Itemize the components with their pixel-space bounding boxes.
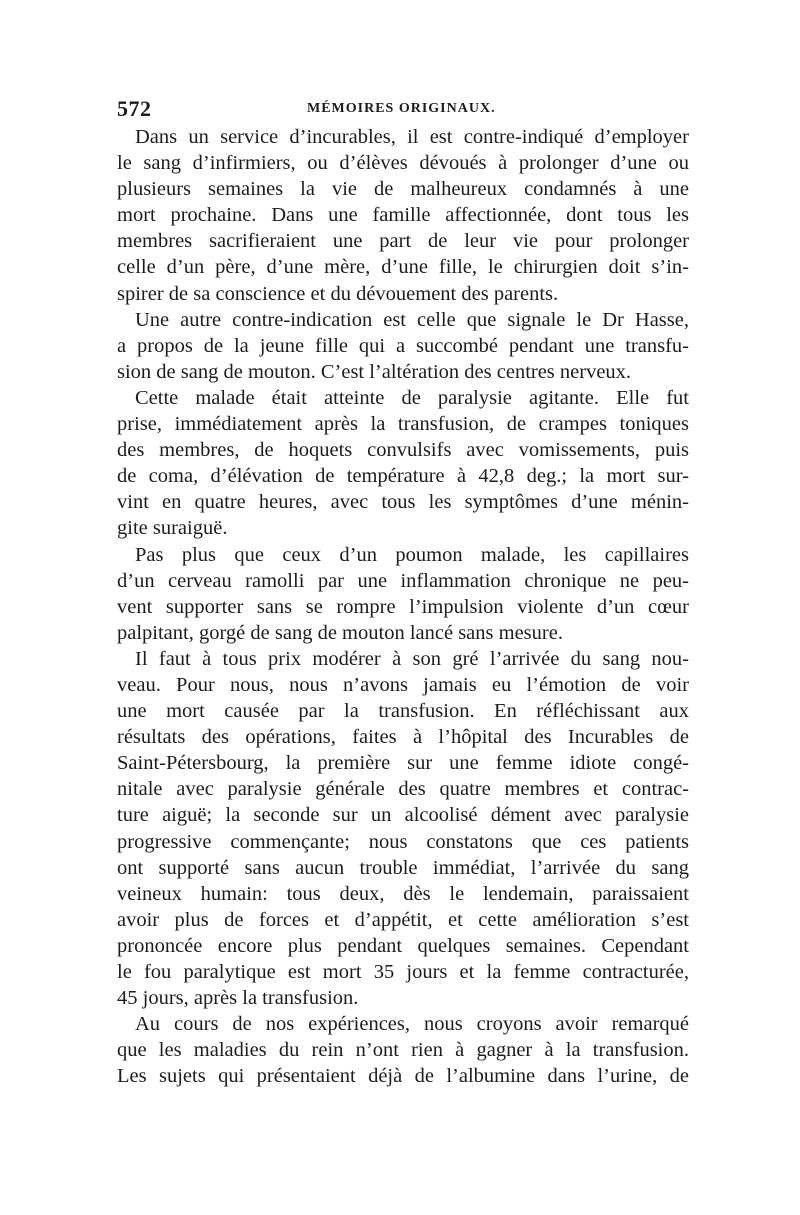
text-line: spirer de sa conscience et du dévouement des parents. [117, 282, 559, 305]
text-line: des membres, de hoquets convulsifs avec vomissements, puis [117, 439, 689, 462]
text-line: a propos de la jeune fille qui a succombé pendant une transfu- [117, 334, 689, 357]
paragraph [117, 542, 689, 646]
paragraph [117, 124, 689, 307]
text-line: prononcée encore plus pendant quelques semaines. Cependant [117, 934, 689, 957]
text-line: gite suraiguë. [117, 517, 228, 540]
text-line: sion de sang de mouton. C’est l’altération des centres nerveux. [117, 360, 632, 383]
text-line: veineux humain: tous deux, dès le lendemain, paraissaient [117, 882, 689, 905]
text-line: d’un cerveau ramolli par une inflammation chronique ne peu- [117, 569, 689, 592]
text-line: progressive commençante; nous constatons que ces patients [117, 830, 689, 853]
running-head [117, 96, 689, 120]
text-line: palpitant, gorgé de sang de mouton lancé sans mesure. [117, 621, 563, 644]
text-line: ont supporté sans aucun trouble immédiat, l’arrivée du sang [117, 856, 689, 879]
text-line: plusieurs semaines la vie de malheureux condamnés à une [117, 178, 689, 201]
text-line: prise, immédiatement après la transfusion, de crampes toniques [117, 413, 689, 436]
text-line: Il faut à tous prix modérer à son gré l’arrivée du sang nou- [135, 647, 689, 670]
text-line: le sang d’infirmiers, ou d’élèves dévoués à prolonger d’une ou [117, 152, 689, 175]
text-line: Saint-Pétersbourg, la première sur une femme idiote congé- [117, 752, 689, 775]
text-line: Dans un service d’incurables, il est contre-indiqué d’employer [135, 126, 689, 148]
text-line: Les sujets qui présentaient déjà de l’albumine dans l’urine, de [117, 1065, 689, 1088]
body-text [117, 124, 689, 1089]
text-line: vint en quatre heures, avec tous les symptômes d’une ménin- [117, 491, 689, 514]
text-line: Pas plus que ceux d’un poumon malade, les capillaires [135, 543, 689, 566]
journal-title: MÉMOIRES ORIGINAUX. [307, 101, 496, 116]
text-line: une mort causée par la transfusion. En réfléchissant aux [117, 700, 689, 723]
text-line: avoir plus de forces et d’appétit, et cette amélioration s’est [117, 908, 689, 931]
paragraph [117, 307, 689, 385]
text-line: le fou paralytique est mort 35 jours et la femme contracturée, [117, 961, 689, 983]
page-number: 572 [117, 96, 152, 121]
text-line: 45 jours, après la transfusion. [117, 987, 359, 1010]
text-line: celle d’un père, d’une mère, d’une fille, le chirurgien doit s’in- [117, 256, 689, 279]
text-line: veau. Pour nous, nous n’avons jamais eu l’émotion de voir [117, 673, 689, 696]
text-line: ture aiguë; la seconde sur un alcoolisé dément avec paralysie [117, 804, 689, 827]
text-line: que les maladies du rein n’ont rien à gagner à la transfusion. [117, 1039, 689, 1062]
text-line: de coma, d’élévation de température à 42,8 deg.; la mort sur- [117, 465, 689, 488]
text-line: Une autre contre-indication est celle que signale le Dr Hasse, [135, 308, 689, 331]
text-line: résultats des opérations, faites à l’hôpital des Incurables de [117, 726, 689, 749]
text-line: vent supporter sans se rompre l’impulsion violente d’un cœur [117, 595, 689, 618]
paragraph [117, 385, 689, 542]
text-line: mort prochaine. Dans une famille affectionnée, dont tous les [117, 204, 689, 227]
text-line: Cette malade était atteinte de paralysie agitante. Elle fut [135, 386, 689, 409]
text-line: nitale avec paralysie générale des quatre membres et contrac- [117, 778, 689, 801]
paragraph [117, 1011, 689, 1089]
paragraph [117, 646, 689, 1011]
text-line: Au cours de nos expériences, nous croyons avoir remarqué [135, 1013, 689, 1036]
text-line: membres sacrifieraient une part de leur vie pour prolonger [117, 230, 689, 253]
